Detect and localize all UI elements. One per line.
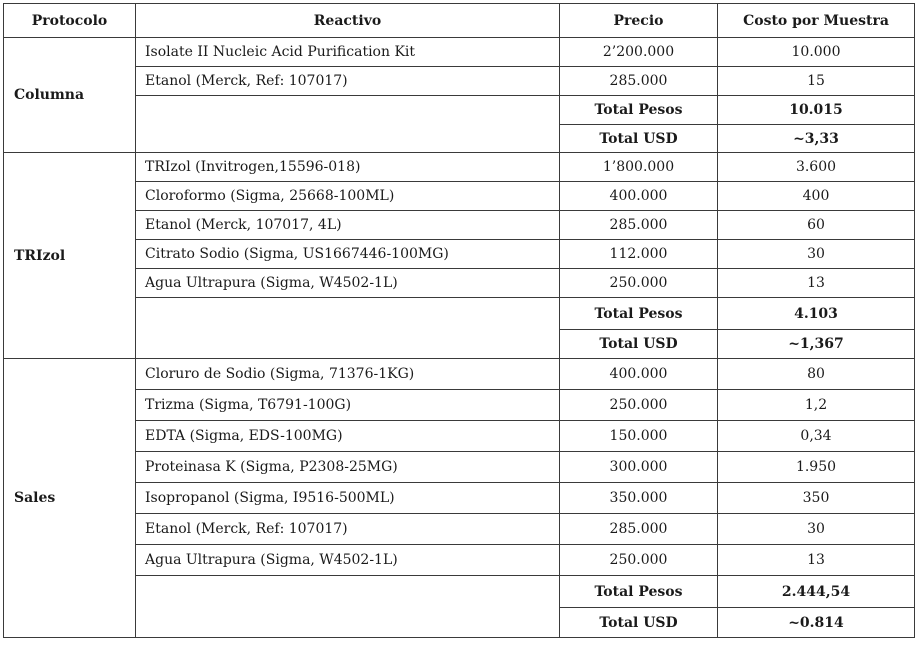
price-cell: 1’800.000: [560, 153, 718, 182]
total-value: ~0.814: [718, 608, 915, 638]
total-value: ~1,367: [718, 330, 915, 359]
reagent-cell: Cloroformo (Sigma, 25668-100ML): [136, 182, 560, 211]
header-costo: Costo por Muestra: [718, 4, 915, 38]
price-cell: 350.000: [560, 483, 718, 514]
table-row: [4, 38, 915, 67]
reagent-cell: Isolate II Nucleic Acid Purification Kit: [136, 38, 560, 67]
cost-cell: 30: [718, 240, 915, 269]
table-row: [4, 240, 915, 269]
price-cell: 112.000: [560, 240, 718, 269]
reagent-cell: Etanol (Merck, 107017, 4L): [136, 211, 560, 240]
price-cell: 250.000: [560, 545, 718, 576]
header-row: [4, 4, 915, 38]
table-row: [4, 359, 915, 390]
price-cell: 250.000: [560, 390, 718, 421]
reagent-cell: Etanol (Merck, Ref: 107017): [136, 67, 560, 96]
cost-cell: 1.950: [718, 452, 915, 483]
total-value: 4.103: [718, 298, 915, 330]
price-cell: 150.000: [560, 421, 718, 452]
reagent-cell: Proteinasa K (Sigma, P2308-25MG): [136, 452, 560, 483]
price-cell: 250.000: [560, 269, 718, 298]
cost-cell: 80: [718, 359, 915, 390]
cost-cell: 0,34: [718, 421, 915, 452]
total-label: Total Pesos: [560, 576, 718, 608]
price-cell: 285.000: [560, 67, 718, 96]
empty-cell: [136, 298, 560, 359]
cost-table: [3, 3, 915, 638]
cost-cell: 10.000: [718, 38, 915, 67]
reagent-cell: TRIzol (Invitrogen,15596-018): [136, 153, 560, 182]
protocol-name: Columna: [4, 38, 136, 153]
total-label: Total USD: [560, 125, 718, 153]
table-row: [4, 452, 915, 483]
cost-cell: 13: [718, 545, 915, 576]
reagent-cell: Isopropanol (Sigma, I9516-500ML): [136, 483, 560, 514]
price-cell: 285.000: [560, 211, 718, 240]
table-row: [4, 211, 915, 240]
cost-cell: 400: [718, 182, 915, 211]
reagent-cell: Etanol (Merck, Ref: 107017): [136, 514, 560, 545]
reagent-cell: Agua Ultrapura (Sigma, W4502-1L): [136, 269, 560, 298]
cost-cell: 13: [718, 269, 915, 298]
table-body: [4, 38, 915, 638]
table-row: [4, 153, 915, 182]
price-cell: 300.000: [560, 452, 718, 483]
empty-cell: [136, 96, 560, 153]
table-row: [4, 390, 915, 421]
total-row: [4, 298, 915, 330]
total-value: ~3,33: [718, 125, 915, 153]
cost-cell: 1,2: [718, 390, 915, 421]
cost-cell: 3.600: [718, 153, 915, 182]
header-precio: Precio: [560, 4, 718, 38]
total-label: Total USD: [560, 330, 718, 359]
table-row: [4, 483, 915, 514]
total-value: 2.444,54: [718, 576, 915, 608]
table-row: [4, 514, 915, 545]
total-label: Total USD: [560, 608, 718, 638]
price-cell: 400.000: [560, 359, 718, 390]
reagent-cell: Cloruro de Sodio (Sigma, 71376-1KG): [136, 359, 560, 390]
total-row: [4, 576, 915, 608]
reagent-cell: Citrato Sodio (Sigma, US1667446-100MG): [136, 240, 560, 269]
table-row: [4, 421, 915, 452]
table-row: [4, 67, 915, 96]
table-row: [4, 182, 915, 211]
total-row: [4, 96, 915, 125]
empty-cell: [136, 576, 560, 638]
price-cell: 400.000: [560, 182, 718, 211]
protocol-name: TRIzol: [4, 153, 136, 359]
protocol-name: Sales: [4, 359, 136, 638]
cost-table-container: [3, 3, 915, 638]
table-row: [4, 545, 915, 576]
cost-cell: 15: [718, 67, 915, 96]
price-cell: 285.000: [560, 514, 718, 545]
reagent-cell: Agua Ultrapura (Sigma, W4502-1L): [136, 545, 560, 576]
total-label: Total Pesos: [560, 298, 718, 330]
cost-cell: 30: [718, 514, 915, 545]
reagent-cell: Trizma (Sigma, T6791-100G): [136, 390, 560, 421]
total-label: Total Pesos: [560, 96, 718, 125]
price-cell: 2’200.000: [560, 38, 718, 67]
table-row: [4, 269, 915, 298]
cost-cell: 60: [718, 211, 915, 240]
cost-cell: 350: [718, 483, 915, 514]
header-reactivo: Reactivo: [136, 4, 560, 38]
header-protocolo: Protocolo: [4, 4, 136, 38]
reagent-cell: EDTA (Sigma, EDS-100MG): [136, 421, 560, 452]
total-value: 10.015: [718, 96, 915, 125]
